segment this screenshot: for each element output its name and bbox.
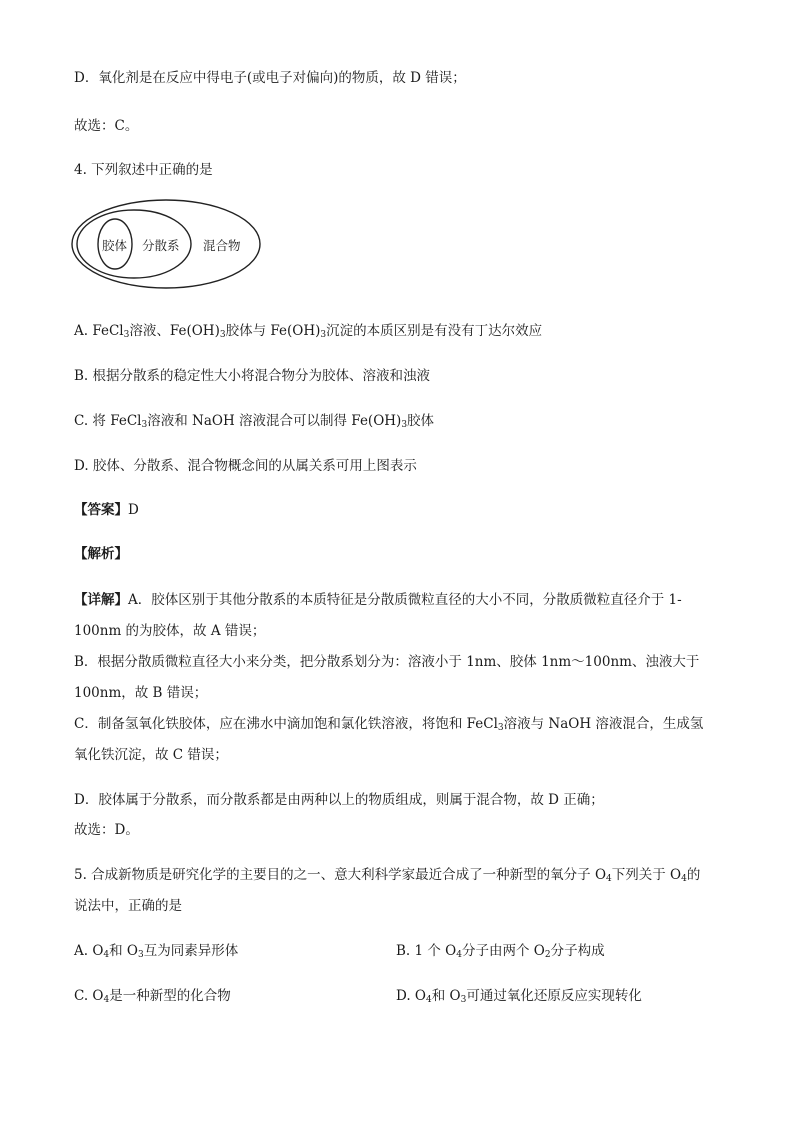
q4-detail-c-line2: 氧化铁沉淀，故 C 错误； xyxy=(74,747,228,763)
q4-detail-b-line2: 100nm，故 B 错误； xyxy=(74,685,208,701)
q3-choose: 故选：C。 xyxy=(74,118,139,134)
q5-option-c[interactable]: C. $O_4$是一种新型的化合物 xyxy=(74,988,231,1005)
diagram-label-mixture: 混合物 xyxy=(203,238,241,253)
q4-detail-d: D．胶体属于分散系，而分散系都是由两种以上的物质组成，则属于混合物，故 D 正确； xyxy=(74,792,604,808)
diagram-label-colloid: 胶体 xyxy=(102,238,128,253)
q4-answer xyxy=(74,498,139,518)
q5-stem-line2: 说法中，正确的是 xyxy=(74,898,182,914)
q4-detail-a-line1: 【详解】A．胶体区别于其他分散系的本质特征是分散质微粒直径的大小不同，分散质微粒直径介于 1- xyxy=(74,592,682,608)
q4-option-b[interactable]: B. 根据分散系的稳定性大小将混合物分为胶体、溶液和浊液 xyxy=(74,368,431,384)
detail-label: 【详解】 xyxy=(74,592,128,608)
q5-option-d[interactable]: D. $O_4$和 $O_3$可通过氧化还原反应实现转化 xyxy=(396,988,642,1005)
venn-diagram xyxy=(70,196,266,296)
q4-option-c[interactable]: C. 将 FeCl$_3$溶液和 NaOH 溶液混合可以制得 $Fe(OH)_3$胶体 xyxy=(74,413,435,430)
q4-detail-b-line1: B．根据分散质微粒直径大小来分类，把分散系划分为：溶液小于 1nm、胶体 1nm～100nm、浊液大于 xyxy=(74,654,700,670)
q4-detail-c-line1: C．制备氢氧化铁胶体，应在沸水中滴加饱和氯化铁溶液，将饱和 FeCl$_3$溶液与 NaOH 溶液混合，生成氢 xyxy=(74,716,704,733)
q4-analysis-label: 【解析】 xyxy=(74,546,128,562)
q3-option-d-explanation: D．氧化剂是在反应中得电子(或电子对偏向)的物质，故 D 错误； xyxy=(74,70,466,86)
q4-option-a[interactable]: A. FeCl$_3$溶液、$Fe(OH)_3$胶体与 $Fe(OH)_3$沉淀的本质区别是有没有丁达尔效应 xyxy=(74,323,543,340)
answer-label: 【答案】 xyxy=(74,502,128,518)
answer-value: D xyxy=(128,502,139,518)
diagram-label-dispersion: 分散系 xyxy=(142,238,180,253)
q4-option-d[interactable]: D. 胶体、分散系、混合物概念间的从属关系可用上图表示 xyxy=(74,458,417,474)
q5-option-b[interactable]: B. 1 个 $O_4$分子由两个 $O_2$分子构成 xyxy=(396,943,605,960)
q4-choose: 故选：D。 xyxy=(74,822,139,838)
q5-option-a[interactable]: A. $O_4$和 $O_3$互为同素异形体 xyxy=(74,943,239,960)
q4-detail-a-line2: 100nm 的为胶体，故 A 错误； xyxy=(74,623,266,639)
q4-stem: 4. 下列叙述中正确的是 xyxy=(74,162,213,178)
q5-stem-line1: 5. 合成新物质是研究化学的主要目的之一、意大利科学家最近合成了一种新型的氧分子 $O_4$下列关于 $O_4$的 xyxy=(74,867,701,884)
